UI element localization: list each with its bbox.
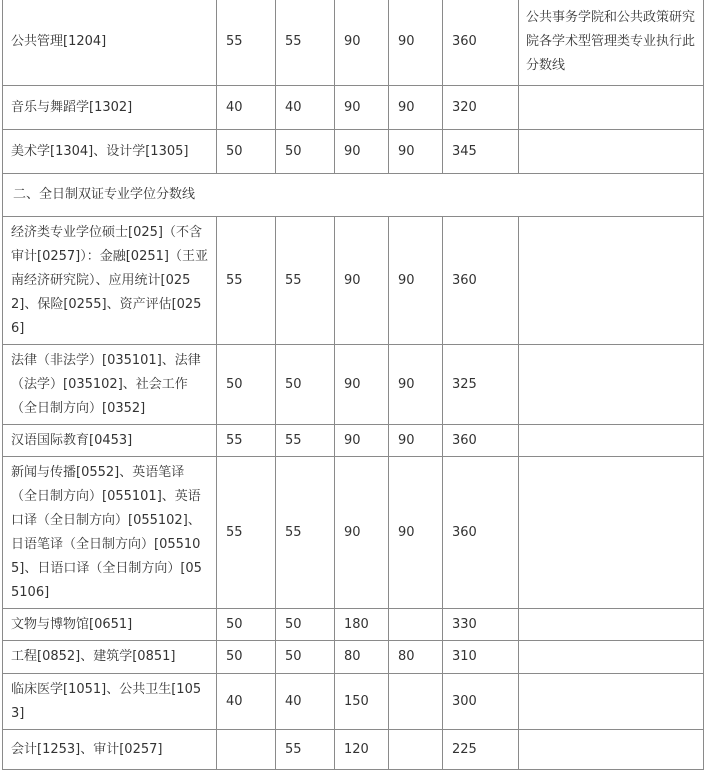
score-cell: 90: [335, 345, 389, 425]
note-cell: [519, 130, 704, 174]
score-cell: 180: [335, 609, 389, 641]
score-cell: [389, 609, 443, 641]
score-cell: 90: [335, 130, 389, 174]
total-score-cell: 225: [443, 730, 519, 770]
table-body: [3, 0, 704, 770]
score-cell: 55: [217, 0, 276, 86]
total-score-cell: 300: [443, 674, 519, 730]
score-cell: 150: [335, 674, 389, 730]
program-name: 美术学[1304]、设计学[1305]: [3, 130, 217, 174]
table-row: [3, 730, 704, 770]
score-cell: 50: [217, 609, 276, 641]
table-row: [3, 641, 704, 674]
score-cell: 90: [335, 217, 389, 345]
total-score-cell: 310: [443, 641, 519, 674]
score-cell: 55: [276, 457, 335, 609]
total-score-cell: 360: [443, 425, 519, 457]
total-score-cell: 360: [443, 0, 519, 86]
score-cell: 90: [389, 345, 443, 425]
program-name: 临床医学[1051]、公共卫生[1053]: [3, 674, 217, 730]
table-row: [3, 674, 704, 730]
program-name: 新闻与传播[0552]、英语笔译（全日制方向）[055101]、英语口译（全日制方向）[055102]、日语笔译（全日制方向）[055105]、日语口译（全日制方向）[055106]: [3, 457, 217, 609]
score-cell: [217, 730, 276, 770]
table-row: [3, 217, 704, 345]
score-cell: [389, 674, 443, 730]
score-cell: 50: [276, 345, 335, 425]
score-cell: 90: [335, 0, 389, 86]
score-cell: 55: [217, 217, 276, 345]
score-cell: 55: [276, 0, 335, 86]
score-cell: 120: [335, 730, 389, 770]
table-row: [3, 345, 704, 425]
total-score-cell: 330: [443, 609, 519, 641]
table-row: [3, 86, 704, 130]
total-score-cell: 360: [443, 457, 519, 609]
score-cell: 40: [276, 674, 335, 730]
score-cell: 55: [217, 425, 276, 457]
table-row: [3, 0, 704, 86]
section-heading: 二、全日制双证专业学位分数线: [3, 174, 704, 217]
note-cell: [519, 457, 704, 609]
score-cell: 50: [217, 641, 276, 674]
program-name: 工程[0852]、建筑学[0851]: [3, 641, 217, 674]
note-cell: [519, 641, 704, 674]
score-cell: 90: [335, 425, 389, 457]
total-score-cell: 325: [443, 345, 519, 425]
section-row: [3, 174, 704, 217]
note-cell: [519, 425, 704, 457]
score-cell: 90: [389, 130, 443, 174]
score-cell: 90: [389, 457, 443, 609]
score-cell: 50: [276, 130, 335, 174]
note-cell: 公共事务学院和公共政策研究院各学术型管理类专业执行此分数线: [519, 0, 704, 86]
note-cell: [519, 674, 704, 730]
score-cell: 55: [276, 425, 335, 457]
score-cell: 50: [276, 641, 335, 674]
score-cell: 50: [276, 609, 335, 641]
score-cell: 90: [335, 86, 389, 130]
score-cell: 50: [217, 345, 276, 425]
score-cell: 40: [217, 86, 276, 130]
program-name: 经济类专业学位硕士[025]（不含审计[0257]）：金融[0251]（王亚南经济研究院）、应用统计[0252]、保险[0255]、资产评估[0256]: [3, 217, 217, 345]
score-cell: 80: [335, 641, 389, 674]
program-name: 会计[1253]、审计[0257]: [3, 730, 217, 770]
score-cell: 90: [335, 457, 389, 609]
score-cell: 80: [389, 641, 443, 674]
program-name: 汉语国际教育[0453]: [3, 425, 217, 457]
score-cell: 50: [217, 130, 276, 174]
score-cell: 90: [389, 0, 443, 86]
table-row: [3, 130, 704, 174]
score-cell: 90: [389, 425, 443, 457]
score-cell: 40: [217, 674, 276, 730]
note-cell: [519, 86, 704, 130]
program-name: 音乐与舞蹈学[1302]: [3, 86, 217, 130]
score-cell: 90: [389, 86, 443, 130]
score-cell: [389, 730, 443, 770]
score-cell: 55: [276, 730, 335, 770]
table-row: [3, 425, 704, 457]
total-score-cell: 320: [443, 86, 519, 130]
table-row: [3, 609, 704, 641]
score-cell: 55: [276, 217, 335, 345]
score-table: [2, 0, 704, 770]
total-score-cell: 360: [443, 217, 519, 345]
total-score-cell: 345: [443, 130, 519, 174]
note-cell: [519, 217, 704, 345]
program-name: 法律（非法学）[035101]、法律（法学）[035102]、社会工作（全日制方向）[0352]: [3, 345, 217, 425]
program-name: 文物与博物馆[0651]: [3, 609, 217, 641]
note-cell: [519, 345, 704, 425]
program-name: 公共管理[1204]: [3, 0, 217, 86]
score-cell: 90: [389, 217, 443, 345]
table-row: [3, 457, 704, 609]
note-cell: [519, 730, 704, 770]
score-cell: 55: [217, 457, 276, 609]
score-cell: 40: [276, 86, 335, 130]
note-cell: [519, 609, 704, 641]
